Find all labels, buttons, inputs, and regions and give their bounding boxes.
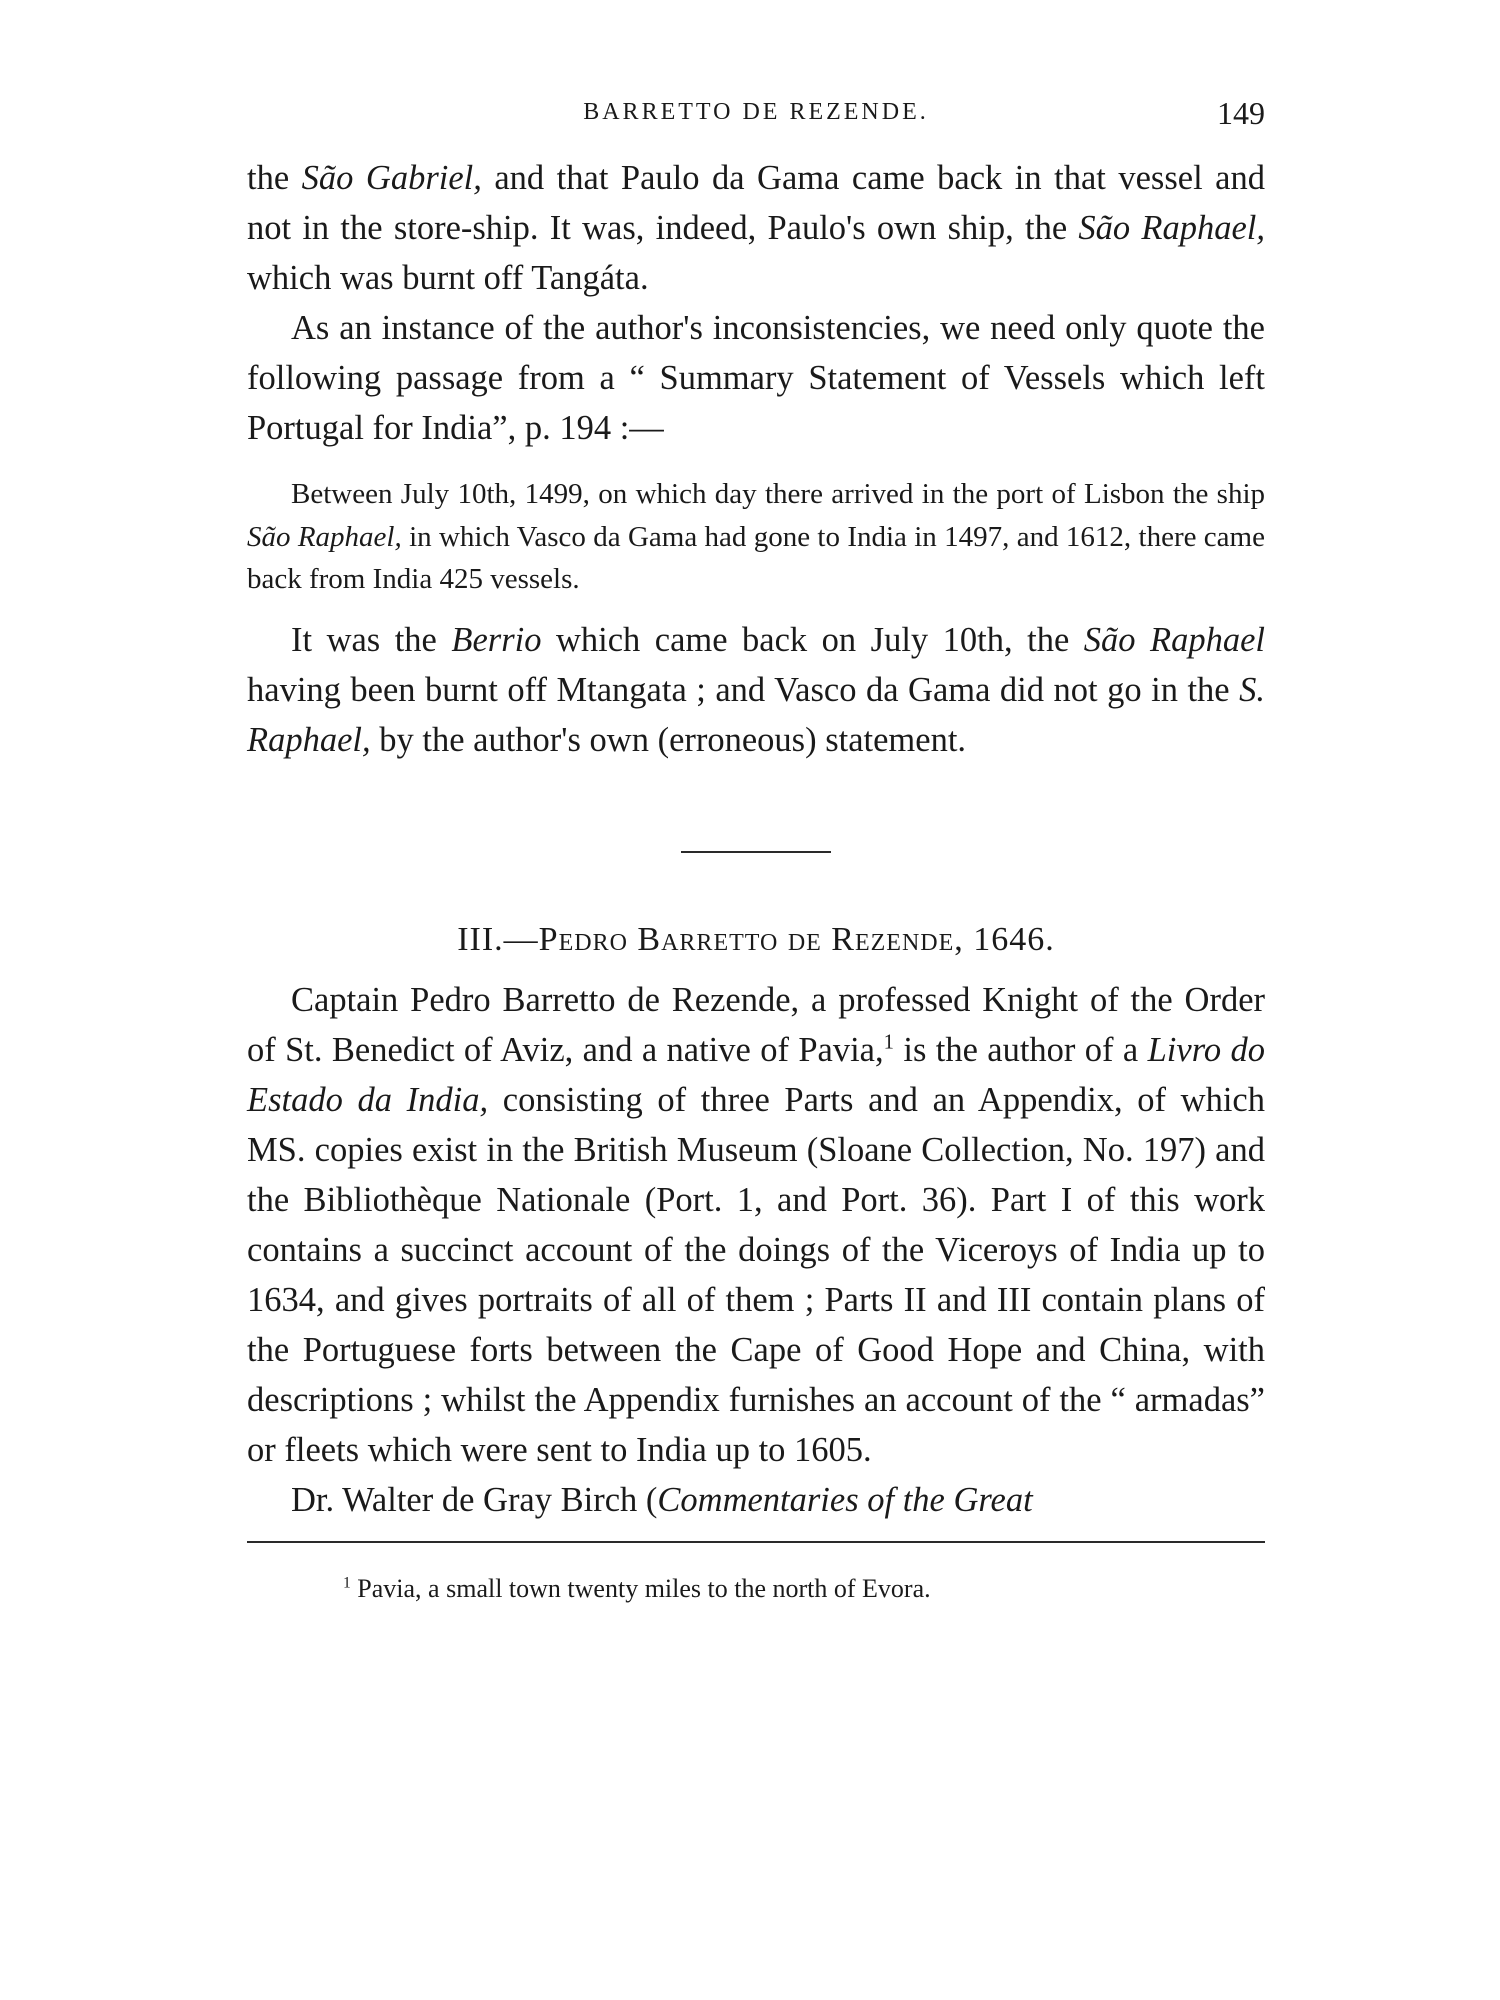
text-run: Between July 10th, 1499, on which day there arrived in the port of Lisbon the ship: [291, 478, 1265, 510]
text-run: As an instance of the author's inconsistencies, we need only quote the following passage from a “ Summary Statement of Vessels which left Portugal for India”, p. 194 :—: [247, 309, 1265, 447]
page-number: 149: [1217, 95, 1265, 131]
text-run: by the author's own (erroneous) statement.: [370, 720, 967, 759]
footnote-text: Pavia, a small town twenty miles to the north of Evora.: [357, 1573, 931, 1603]
footnote-reference: 1: [883, 1031, 894, 1053]
paragraph-5: [247, 1475, 1265, 1525]
italic-text: Commentaries of the Great: [657, 1480, 1033, 1519]
section-divider: [681, 851, 831, 853]
footnote-marker: 1: [343, 1573, 351, 1591]
running-title: BARRETTO DE REZENDE.: [583, 99, 929, 125]
book-page: [247, 95, 1265, 1607]
text-run: in which Vasco da Gama had gone to India in 1497, and 1612, there came back from India 425 vessels.: [247, 520, 1265, 595]
footnote: [247, 1571, 1265, 1607]
italic-text: São Raphael,: [1078, 209, 1265, 247]
italic-text: São Raphael: [1083, 620, 1265, 659]
text-run: having been burnt off Mtangata ; and Vasco da Gama did not go in the: [247, 670, 1240, 709]
paragraph-1: [247, 153, 1265, 303]
text-run: It was the: [291, 620, 452, 659]
italic-text: Berrio: [451, 620, 542, 659]
paragraph-4: [247, 975, 1265, 1475]
text-run: and that Paulo da Gama came back in that vessel and not in the store-ship. It was, indeed, Paulo's own ship, the: [247, 159, 1265, 247]
italic-text: S. Raphael,: [247, 670, 1265, 759]
text-run: Dr. Walter de Gray Birch (: [291, 1480, 658, 1519]
section-title: Pedro Barretto de Rezende, 1646.: [538, 920, 1055, 958]
paragraph-3: [247, 615, 1265, 765]
block-quotation: [247, 473, 1265, 601]
text-run: which came back on July 10th, the: [541, 620, 1084, 659]
text-run: the: [247, 159, 302, 197]
section-heading: [247, 915, 1265, 965]
italic-text: Livro do Estado da India,: [247, 1030, 1265, 1119]
italic-text: São Raphael,: [247, 520, 402, 553]
text-run: Captain Pedro Barretto de Rezende, a professed Knight of the Order of St. Benedict of Aviz, and a native of Pavia,: [247, 980, 1265, 1069]
paragraph-2: [247, 303, 1265, 453]
text-run: which was burnt off Tangáta.: [247, 259, 649, 297]
section-numeral: III.—: [457, 920, 539, 958]
italic-text: São Gabriel,: [301, 159, 482, 197]
text-run: consisting of three Parts and an Appendix, of which MS. copies exist in the British Museum (Sloane Collection, No. 197) and the Bibliothèque Nationale (Port. 1, and Port. 36). Part I of this work contains a succinct account of the doings of the Viceroys of India up to 1634, and gives portraits of all of them ; Parts II and III contain plans of the Portuguese forts between the Cape of Good Hope and China, with descriptions ; whilst the Appendix furnishes an account of the “ armadas” or fleets which were sent to India up to 1605.: [247, 1080, 1265, 1469]
running-header: [247, 95, 1265, 135]
footnote-divider: [247, 1541, 1265, 1543]
text-run: is the author of a: [893, 1030, 1148, 1069]
